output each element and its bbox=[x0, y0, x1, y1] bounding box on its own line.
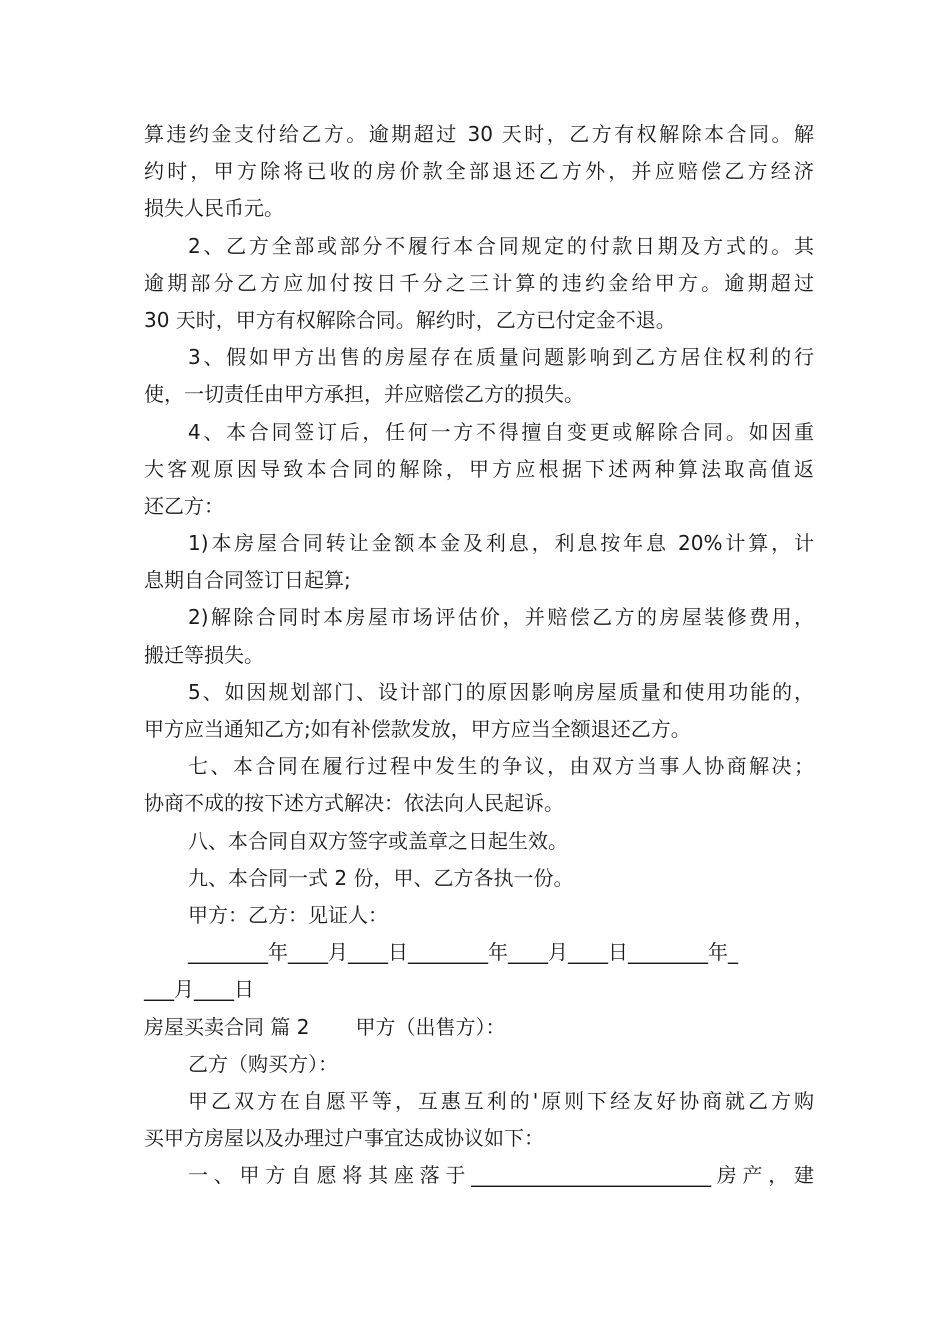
text-line: 甲乙双方在自愿平等，互惠互利的'原则下经友好协商就乙方购 bbox=[188, 1088, 814, 1113]
text-line: 买甲方房屋以及办理过户事宜达成协议如下： bbox=[144, 1126, 544, 1151]
document-body bbox=[144, 116, 814, 1194]
section-heading-line bbox=[144, 1009, 814, 1046]
text-line: 损失人民币元。 bbox=[144, 196, 284, 221]
text-line: 使，一切责任由甲方承担，并应赔偿乙方的损失。 bbox=[144, 382, 584, 407]
text-line: 一、甲方自愿将其座落于________________________房产，建 bbox=[188, 1163, 814, 1188]
text-line: 七、本合同在履行过程中发生的争议，由双方当事人协商解决； bbox=[188, 754, 814, 779]
party-b-label: 乙方（购买方）： bbox=[188, 1051, 338, 1076]
text-line: 4、本合同签订后，任何一方不得擅自变更或解除合同。如因重 bbox=[188, 419, 814, 444]
text-line: 30 天时，甲方有权解除合同。解约时，乙方已付定金不退。 bbox=[144, 307, 676, 332]
text-line: 还乙方： bbox=[144, 493, 224, 518]
text-line: 甲方应当通知乙方;如有补偿款发放，甲方应当全额退还乙方。 bbox=[144, 717, 691, 741]
text-line: 2)解除合同时本房屋市场评估价，并赔偿乙方的房屋装修费用， bbox=[188, 605, 814, 630]
text-line: 八、本合同自双方签字或盖章之日起生效。 bbox=[188, 828, 568, 853]
text-line: 协商不成的按下述方式解决：依法向人民起诉。 bbox=[144, 791, 564, 816]
text-line: 逾期部分乙方应加付按日千分之三计算的违约金给甲方。逾期超过 bbox=[144, 270, 814, 295]
text-line: 1)本房屋合同转让金额本金及利息，利息按年息 20%计算，计 bbox=[188, 531, 814, 556]
text-line: 息期自合同签订日起算; bbox=[144, 568, 351, 593]
party-a-label: 甲方（出售方）： bbox=[355, 1014, 506, 1039]
signature-date-line: ___月____日 bbox=[144, 977, 254, 1002]
signature-parties-line: 甲方：乙方：见证人： bbox=[188, 902, 388, 927]
text-line: 算违约金支付给乙方。逾期超过 30 天时，乙方有权解除本合同。解 bbox=[144, 122, 814, 146]
text-line: 搬迁等损失。 bbox=[144, 642, 264, 667]
text-line: 2、乙方全部或部分不履行本合同规定的付款日期及方式的。其 bbox=[188, 233, 814, 258]
section-title: 房屋买卖合同 篇 2 bbox=[144, 1014, 310, 1039]
text-line: 大客观原因导致本合同的解除，甲方应根据下述两种算法取高值返 bbox=[144, 456, 814, 481]
text-line: 九、本合同一式 2 份，甲、乙方各执一份。 bbox=[188, 865, 574, 890]
text-line: 3、假如甲方出售的房屋存在质量问题影响到乙方居住权利的行 bbox=[188, 345, 814, 370]
signature-date-line: ________年____月____日________年____月____日________年_ bbox=[188, 940, 738, 965]
text-line: 5、如因规划部门、设计部门的原因影响房屋质量和使用功能的， bbox=[188, 679, 814, 704]
text-line: 约时，甲方除将已收的房价款全部退还乙方外，并应赔偿乙方经济 bbox=[144, 159, 814, 184]
